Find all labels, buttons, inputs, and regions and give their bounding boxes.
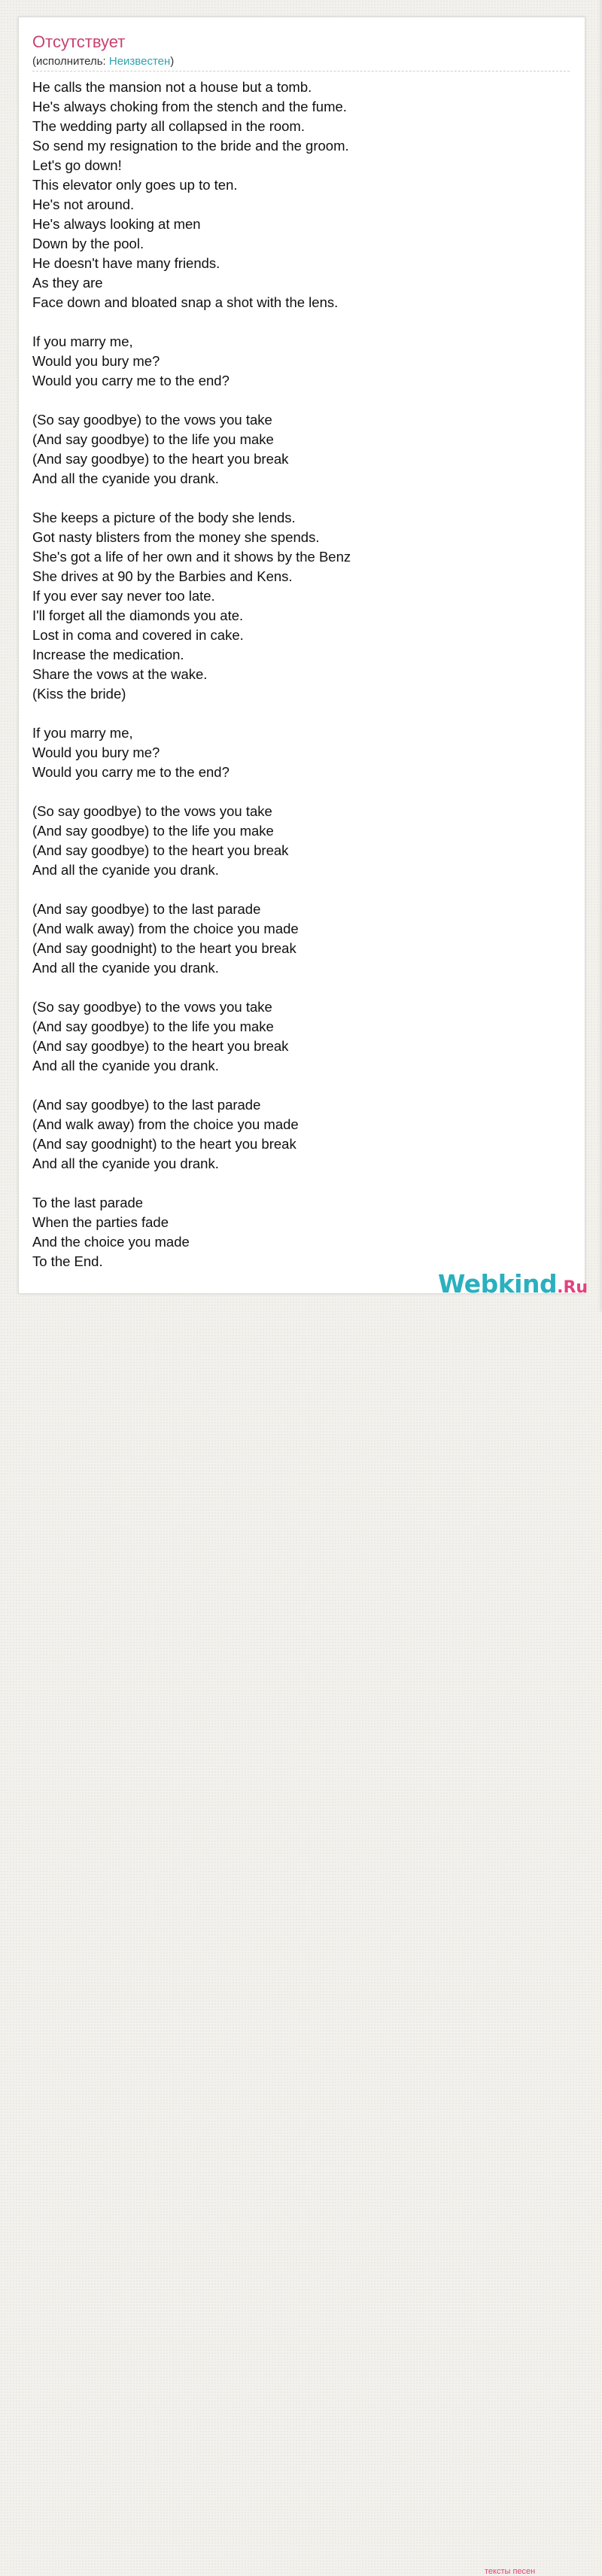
performer-suffix: ) <box>170 55 175 68</box>
lyric-line: (And say goodbye) to the last parade <box>32 901 261 917</box>
lyric-line: Would you bury me? <box>32 744 160 760</box>
lyric-line: Would you bury me? <box>32 353 160 369</box>
lyric-line: And the choice you made <box>32 1234 190 1250</box>
stanza-break <box>32 704 574 723</box>
lyric-line: Would you carry me to the end? <box>32 373 230 388</box>
lyric-line: Lost in coma and covered in cake. <box>32 627 244 643</box>
lyric-line: And all the cyanide you drank. <box>32 862 219 878</box>
lyric-line: Share the vows at the wake. <box>32 666 208 682</box>
lyric-line: Would you carry me to the end? <box>32 764 230 780</box>
performer-line <box>32 55 174 69</box>
lyric-line: He's always looking at men <box>32 216 201 232</box>
song-title: Отсутствует <box>32 32 126 51</box>
title-divider <box>32 71 570 72</box>
lyric-line: (And say goodbye) to the heart you break <box>32 1038 289 1054</box>
lyric-line: So send my resignation to the bride and the groom. <box>32 138 349 154</box>
lyric-line: As they are <box>32 275 103 291</box>
stanza-break <box>32 1174 574 1193</box>
stanza-break <box>32 312 574 332</box>
lyric-line: (And say goodbye) to the heart you break <box>32 451 289 467</box>
lyric-line: When the parties fade <box>32 1214 169 1230</box>
lyric-line: He's not around. <box>32 196 135 212</box>
lyric-line: She keeps a picture of the body she lends. <box>32 510 296 525</box>
lyric-line: (So say goodbye) to the vows you take <box>32 999 272 1015</box>
stanza-break <box>32 978 574 997</box>
lyric-line: Got nasty blisters from the money she spends. <box>32 529 320 545</box>
lyric-line: He's always choking from the stench and the fume. <box>32 99 347 114</box>
lyric-line: Let's go down! <box>32 157 122 173</box>
lyric-line: The wedding party all collapsed in the room. <box>32 118 305 134</box>
lyric-line: (And walk away) from the choice you made <box>32 1116 299 1132</box>
lyric-line: If you marry me, <box>32 333 133 349</box>
lyric-line: He calls the mansion not a house but a tomb. <box>32 79 312 95</box>
lyric-line: And all the cyanide you drank. <box>32 1156 219 1171</box>
performer-link[interactable]: Неизвестен <box>108 55 171 68</box>
lyric-line: (And say goodbye) to the life you make <box>32 1019 274 1034</box>
lyric-line: Down by the pool. <box>32 236 144 251</box>
logo-tagline: тексты песен <box>485 2567 536 2576</box>
lyrics-card <box>18 17 585 1294</box>
stanza-break <box>32 391 574 410</box>
stanza-break <box>32 489 574 508</box>
lyric-line: And all the cyanide you drank. <box>32 960 219 976</box>
lyric-line: (And say goodbye) to the life you make <box>32 431 274 447</box>
site-logo[interactable] <box>438 1269 588 2576</box>
lyric-line: She drives at 90 by the Barbies and Kens. <box>32 568 293 584</box>
page-edge-shadow <box>597 0 602 1311</box>
lyric-line: (And say goodbye) to the last parade <box>32 1097 261 1113</box>
stanza-break <box>32 880 574 900</box>
lyric-line: To the last parade <box>32 1195 144 1210</box>
lyric-line: (And say goodnight) to the heart you break <box>32 940 296 956</box>
lyric-line: (And walk away) from the choice you made <box>32 921 299 936</box>
lyric-line: If you ever say never too late. <box>32 588 215 604</box>
stanza-break <box>32 1076 574 1095</box>
stanza-break <box>32 782 574 802</box>
logo-tld: .Ru <box>557 1278 588 1297</box>
lyric-line: I'll forget all the diamonds you ate. <box>32 607 244 623</box>
lyric-line: (So say goodbye) to the vows you take <box>32 803 272 819</box>
logo-brand: Webkind <box>438 1269 558 1299</box>
lyric-line: (And say goodbye) to the heart you break <box>32 842 289 858</box>
lyric-line: He doesn't have many friends. <box>32 255 220 271</box>
lyric-line: (So say goodbye) to the vows you take <box>32 412 272 428</box>
lyric-line: (And say goodbye) to the life you make <box>32 823 274 839</box>
lyric-line: And all the cyanide you drank. <box>32 470 219 486</box>
lyric-line: She's got a life of her own and it shows by the Benz <box>32 549 351 565</box>
lyric-line: If you marry me, <box>32 725 133 741</box>
lyric-line: Increase the medication. <box>32 647 184 662</box>
lyric-line: This elevator only goes up to ten. <box>32 177 238 193</box>
lyrics-body <box>32 78 574 1271</box>
performer-prefix: (исполнитель: <box>32 55 109 68</box>
lyric-line: And all the cyanide you drank. <box>32 1058 219 1073</box>
lyric-line: (And say goodnight) to the heart you break <box>32 1136 296 1152</box>
lyric-line: To the End. <box>32 1253 103 1269</box>
lyric-line: (Kiss the bride) <box>32 686 126 702</box>
lyric-line: Face down and bloated snap a shot with the lens. <box>32 294 339 310</box>
